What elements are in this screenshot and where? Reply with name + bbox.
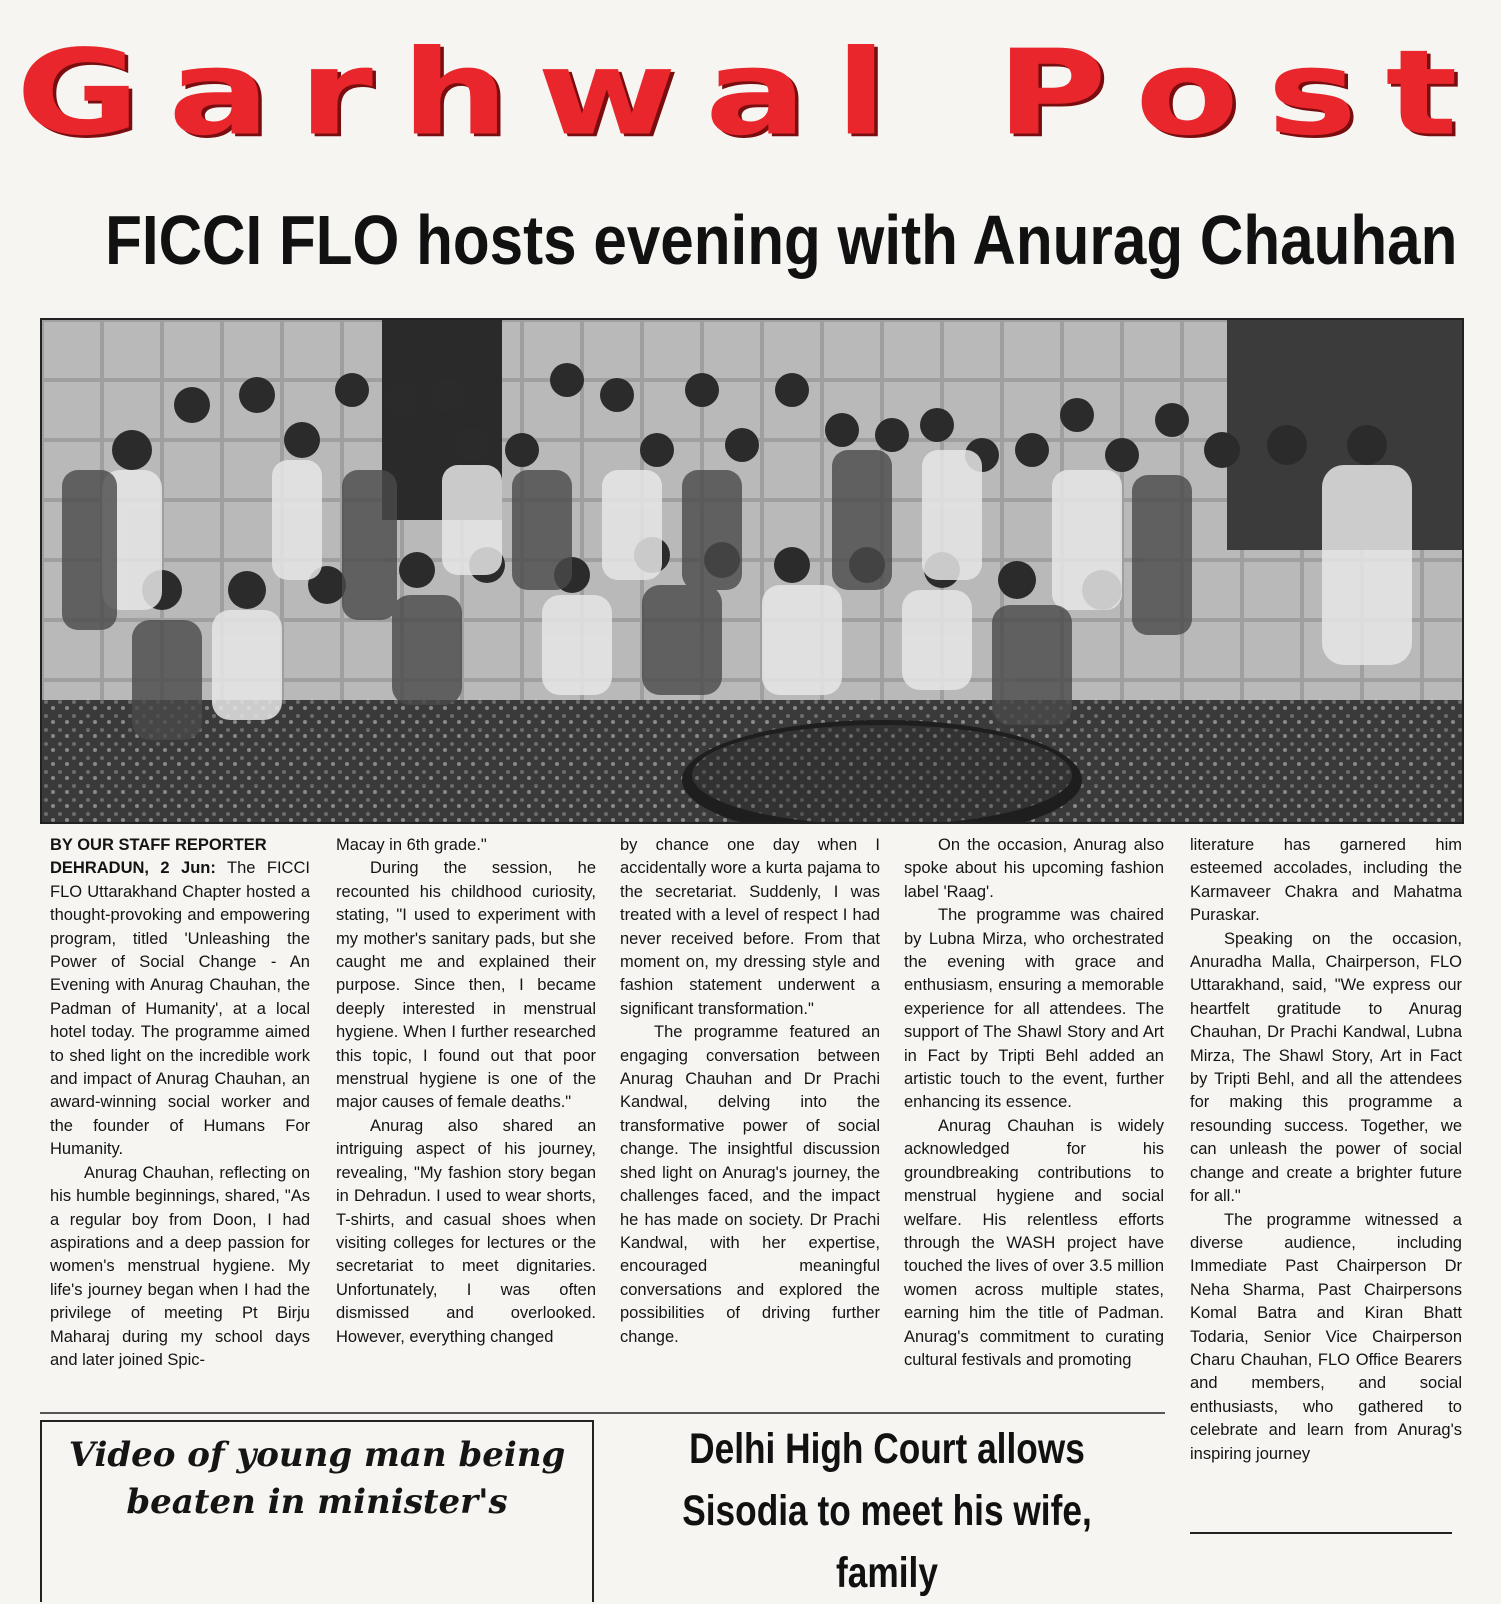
group-photo bbox=[40, 318, 1464, 824]
teaser-headline-left: Video of young man being beaten in minister's bbox=[68, 1435, 566, 1522]
divider bbox=[1190, 1532, 1452, 1534]
paragraph: The programme featured an engaging conversation between Anurag Chauhan and Dr Prachi Kandwal, delving into the transformative power of social change. The insightful discussion shed light on Anurag's journey, the challenges faced, and the impact he has made on society. Dr Prachi Kandwal, with her expertise, encouraged meaningful conversations and explored the possibilities of driving further change. bbox=[620, 1023, 880, 1346]
paragraph: literature has garnered him esteemed accolades, including the Karmaveer Chakra and Mahatma Puraskar. bbox=[1190, 836, 1462, 925]
paragraph: During the session, he recounted his childhood curiosity, stating, "I used to experiment with my mother's sanitary pads, but she caught me and explained their purpose. Since then, I became deeply interested in menstrual hygiene. When I further researched this topic, I found out that poor menstrual hygiene is one of the major causes of female deaths." bbox=[336, 859, 596, 1112]
teaser-headline-middle: Delhi High Court allows Sisodia to meet his wife, family bbox=[682, 1425, 1092, 1597]
article-column-4 bbox=[904, 834, 1164, 1372]
paragraph: The programme witnessed a diverse audience, including Immediate Past Chairperson Dr Neha Sharma, Past Chairpersons Komal Batra and Kiran Bhatt Todaria, Senior Vice Chairperson Charu Chauhan, FLO Office Bearers and members, and social enthusiasts, who gathered to celebrate and learn from Anurag's inspiring journey bbox=[1190, 1210, 1462, 1463]
article-column-2 bbox=[336, 834, 596, 1349]
page-title: FICCI FLO hosts evening with Anurag Chauhan bbox=[105, 201, 1458, 279]
byline: BY OUR STAFF REPORTER bbox=[50, 836, 267, 854]
divider bbox=[40, 1412, 1165, 1414]
article-column-1 bbox=[50, 834, 310, 1372]
paragraph: Speaking on the occasion, Anuradha Malla, Chairperson, FLO Uttarakhand, said, "We express our heartfelt gratitude to Anurag Chauhan, Dr Prachi Kandwal, Lubna Mirza, The Shawl Story, Art in Fact by Tripti Behl, and all the attendees for making this programme a resounding success. Together, we can unleash the power of social change and create a brighter future for all." bbox=[1190, 929, 1462, 1206]
article-body bbox=[44, 834, 1464, 1463]
masthead-title: Garhwal Post bbox=[15, 24, 1486, 162]
masthead bbox=[0, 18, 1501, 168]
article-column-3 bbox=[620, 834, 880, 1349]
paragraph: Anurag Chauhan is widely acknowledged for his groundbreaking contributions to menstrual hygiene and social welfare. His relentless efforts through the WASH project have touched the lives of over 3.5 million women across multiple states, earning him the title of Padman. Anurag's commitment to curating cultural festivals and promoting bbox=[904, 1116, 1164, 1369]
paragraph: Anurag also shared an intriguing aspect of his journey, revealing, "My fashion story began in Dehradun. I used to wear shorts, T-shirts, and casual shoes when visiting colleges for lectures or the secretariat to meet dignitaries. Unfortunately, I was often dismissed and overlooked. However, everything changed bbox=[336, 1116, 596, 1346]
paragraph: On the occasion, Anurag also spoke about his upcoming fashion label 'Raag'. bbox=[904, 836, 1164, 901]
paragraph: by chance one day when I accidentally wore a kurta pajama to the secretariat. Suddenly, I was treated with a level of respect I had never received before. From that moment on, my dressing style and fashion statement underwent a significant transformation." bbox=[620, 836, 880, 1018]
dateline: DEHRADUN, 2 Jun: bbox=[50, 859, 216, 878]
paragraph: The programme was chaired by Lubna Mirza, who orchestrated the evening with grace and enthusiasm, ensuring a memorable experience for all attendees. The support of The Shawl Story and Art in Fact by Tripti Behl added an artistic touch to the event, further enhancing its essence. bbox=[904, 906, 1164, 1112]
paragraph: Macay in 6th grade." bbox=[336, 836, 487, 854]
article-column-5 bbox=[1190, 834, 1462, 1466]
paragraph: The FICCI FLO Uttarakhand Chapter hosted a thought-provoking and empowering program, titled 'Unleashing the Power of Social Change - An Evening with Anurag Chauhan, the Padman of Humanity', at a local hotel today. The programme aimed to shed light on the incredible work and impact of Anurag Chauhan, an award-winning social worker and the founder of Humans For Humanity. bbox=[50, 859, 310, 1159]
teaser-box-left bbox=[40, 1420, 594, 1602]
paragraph: Anurag Chauhan, reflecting on his humble beginnings, shared, "As a regular boy from Doon, I had aspirations and a deep passion for women's menstrual hygiene. My life's journey began when I had the privilege of meeting Pt Birju Maharaj during my school days and later joined Spic- bbox=[50, 1163, 310, 1369]
group-photo-icon bbox=[42, 320, 1462, 822]
